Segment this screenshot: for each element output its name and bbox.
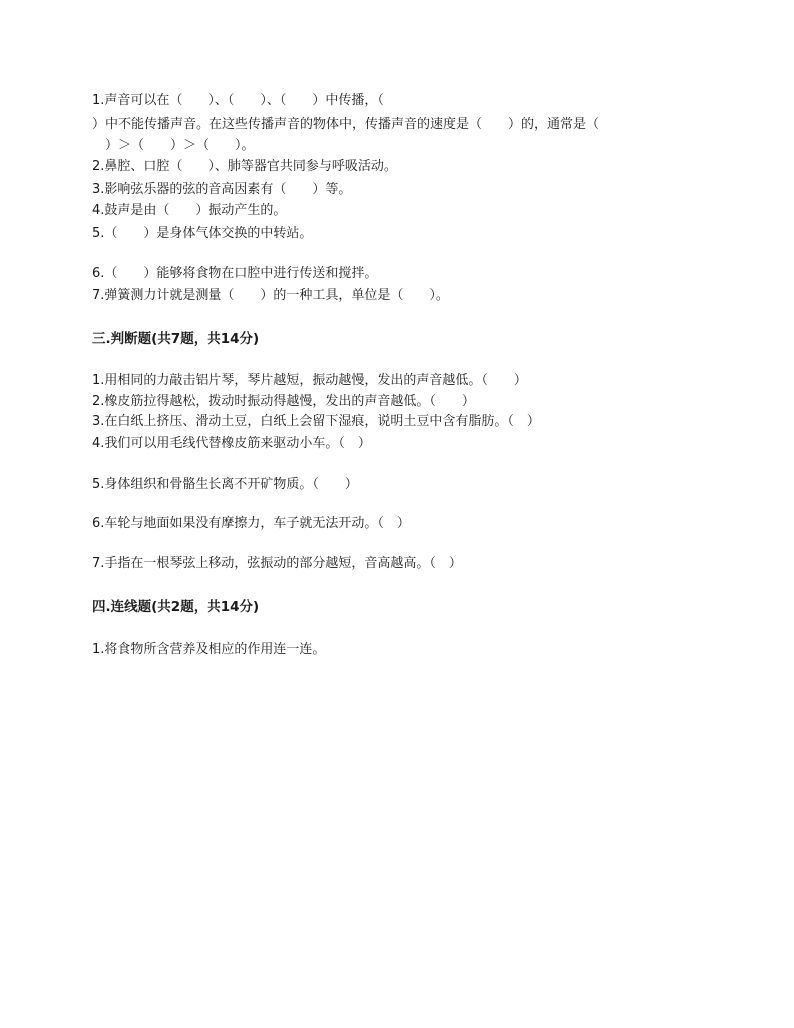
fill-question-4: 4.鼓声是由（ ）振动产生的。 [92,203,287,218]
fill-question-7: 7.弹簧测力计就是测量（ ）的一种工具，单位是（ ）。 [92,288,449,303]
judgment-question-5: 5.身体组织和骨骼生长离不开矿物质。（ ） [92,477,358,492]
fill-question-5: 5.（ ）是身体气体交换的中转站。 [92,226,313,241]
judgment-question-6: 6.车轮与地面如果没有摩擦力，车子就无法开动。（ ） [92,516,410,531]
fill-question-1-line-2: ）中不能传播声音。在这些传播声音的物体中，传播声音的速度是（ ）的，通常是（ [92,117,600,132]
fill-question-6: 6.（ ）能够将食物在口腔中进行传送和搅拌。 [92,266,378,281]
judgment-question-1: 1.用相同的力敲击铝片琴，琴片越短，振动越慢，发出的声音越低。（ ） [92,373,527,388]
fill-question-2: 2.鼻腔、口腔（ ）、肺等器官共同参与呼吸活动。 [92,159,397,174]
judgment-question-2: 2.橡皮筋拉得越松，拨动时振动得越慢，发出的声音越低。（ ） [92,394,475,409]
fill-question-1-line-1: 1.声音可以在（ ）、（ ）、（ ）中传播，（ [92,93,384,108]
judgment-question-3: 3.在白纸上挤压、滑动土豆，白纸上会留下湿痕，说明土豆中含有脂肪。（ ） [92,414,540,429]
judgment-question-7: 7.手指在一根琴弦上移动，弦振动的部分越短，音高越高。（ ） [92,556,462,571]
fill-question-3: 3.影响弦乐器的弦的音高因素有（ ）等。 [92,182,352,197]
section-heading-judgment: 三.判断题(共7题，共14分) [92,331,260,347]
fill-question-1-line-3: ）＞（ ）＞（ ）。 [92,138,255,153]
section-heading-matching: 四.连线题(共2题，共14分) [92,599,260,615]
matching-question-1: 1.将食物所含营养及相应的作用连一连。 [92,642,326,657]
judgment-question-4: 4.我们可以用毛线代替橡皮筋来驱动小车。（ ） [92,436,371,451]
